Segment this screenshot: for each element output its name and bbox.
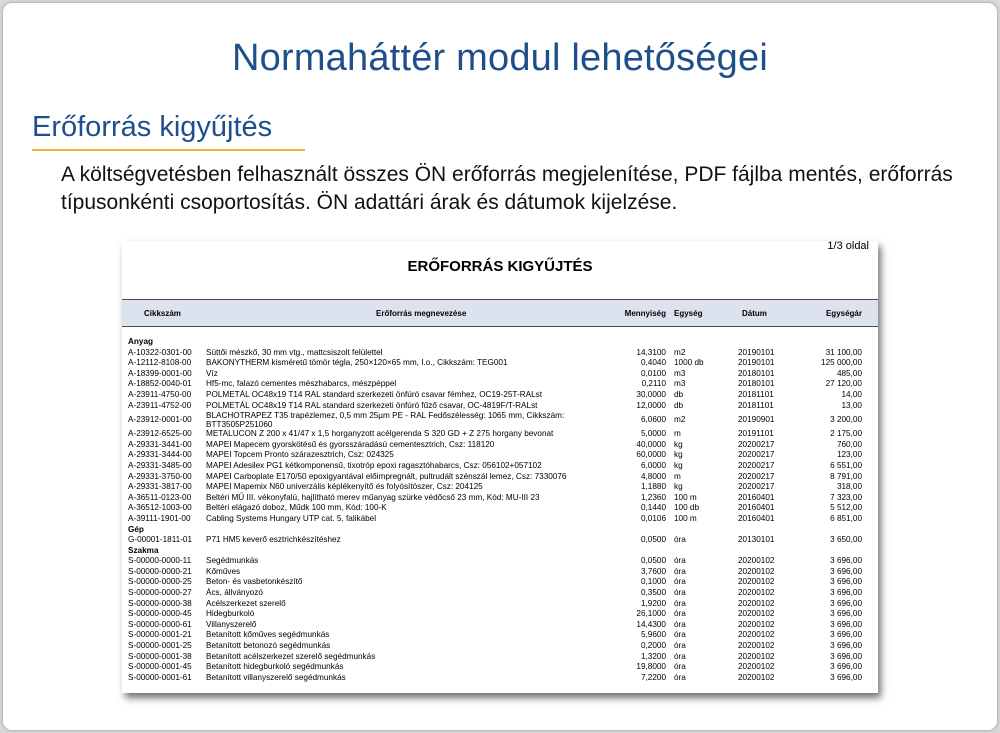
- cell-code: S-00000-0000-21: [128, 566, 192, 576]
- cell-price: 5 512,00: [830, 503, 862, 513]
- table-row: [122, 535, 878, 546]
- cell-unit: db: [674, 389, 684, 399]
- cell-date: 20200102: [738, 556, 775, 566]
- table-row: [122, 493, 878, 504]
- cell-unit: m3: [674, 368, 686, 378]
- cell-quantity: 0,0500: [640, 535, 666, 545]
- table-row: [122, 673, 878, 684]
- table-row: [122, 450, 878, 461]
- table-row: [122, 401, 878, 412]
- cell-name: Beltéri MŰ III. vékonyfalú, hajlítható merev műanyag szürke védőcső 23 mm, Kód: MU-III 23: [206, 492, 540, 502]
- cell-code: S-00000-0000-11: [128, 556, 192, 566]
- table-row: [122, 620, 878, 631]
- header-egysegar: Egységár: [825, 309, 862, 318]
- cell-quantity: 14,3100: [636, 347, 666, 357]
- table-header: [122, 299, 878, 327]
- cell-unit: m3: [674, 379, 686, 389]
- cell-name: Kőműves: [206, 566, 241, 576]
- cell-price: 318,00: [836, 482, 862, 492]
- cell-code: S-00000-0000-61: [128, 619, 192, 629]
- cell-quantity: 5,9600: [640, 630, 666, 640]
- cell-date: 20200217: [738, 471, 775, 481]
- cell-date: 20200102: [738, 566, 775, 576]
- cell-quantity: 1,9200: [640, 598, 666, 608]
- cell-price: 3 696,00: [830, 566, 862, 576]
- table-row: [122, 567, 878, 578]
- cell-name: Beton- és vasbetonkészítő: [206, 577, 303, 587]
- table-row: [122, 556, 878, 567]
- cell-price: 3 696,00: [830, 672, 862, 682]
- cell-unit: óra: [674, 609, 686, 619]
- cell-unit: 100 db: [674, 503, 700, 513]
- cell-quantity: 7,2200: [640, 672, 666, 682]
- cell-quantity: 0,0106: [640, 513, 666, 523]
- cell-name: Villanyszerelő: [206, 619, 257, 629]
- cell-price: 3 696,00: [830, 619, 862, 629]
- cell-date: 20190101: [738, 347, 775, 357]
- cell-date: 20200102: [738, 651, 775, 661]
- cell-code: A-29331-3441-00: [128, 439, 192, 449]
- cell-name: Segédmunkás: [206, 556, 259, 566]
- table-row: [122, 641, 878, 652]
- cell-price: 3 650,00: [830, 535, 862, 545]
- cell-code: A-12112-8108-00: [128, 358, 192, 368]
- cell-price: 760,00: [836, 439, 862, 449]
- cell-code: S-00000-0001-61: [128, 672, 192, 682]
- table-row: [122, 472, 878, 483]
- group-heading: Szakma: [128, 545, 159, 555]
- cell-quantity: 40,0000: [636, 439, 666, 449]
- cell-price: 3 696,00: [830, 556, 862, 566]
- table-row: [122, 379, 878, 390]
- group-heading: Gép: [128, 524, 144, 534]
- table-row: [122, 390, 878, 401]
- cell-date: 20200102: [738, 641, 775, 651]
- cell-name: MAPEI Mapecem gyorskötésű és gyorsszáradású cementesztrich, Csz: 118120: [206, 439, 495, 449]
- cell-name: Betanított betonozó segédmunkás: [206, 641, 331, 651]
- cell-name: MAPEI Mapemix N60 univerzális képlékenyítő és folyósítószer, Csz: 204125: [206, 482, 483, 492]
- cell-price: 14,00: [841, 389, 862, 399]
- cell-date: 20200102: [738, 630, 775, 640]
- table-row: [122, 588, 878, 599]
- cell-name: MAPEI Topcem Pronto szárazesztrich, Csz: 024325: [206, 450, 394, 460]
- cell-price: 8 791,00: [830, 471, 862, 481]
- table-body: [122, 337, 878, 683]
- table-row: [122, 652, 878, 663]
- cell-name: Hf5-mc, falazó cementes mészhabarcs, mészpéppel: [206, 379, 397, 389]
- document-title: ERŐFORRÁS KIGYŰJTÉS: [407, 258, 593, 275]
- cell-quantity: 26,1000: [636, 609, 666, 619]
- cell-name: Beltéri elágazó doboz, Műdk 100 mm, Kód: 100-K: [206, 503, 387, 513]
- cell-unit: kg: [674, 482, 683, 492]
- cell-price: 3 200,00: [830, 415, 862, 425]
- table-row: [122, 440, 878, 451]
- cell-quantity: 0,4040: [640, 358, 666, 368]
- cell-name: Betanított villanyszerelő segédmunkás: [206, 672, 346, 682]
- cell-price: 3 696,00: [830, 651, 862, 661]
- cell-quantity: 60,0000: [636, 450, 666, 460]
- table-row: [122, 514, 878, 525]
- cell-price: 6 551,00: [830, 460, 862, 470]
- cell-code: A-23911-4752-00: [128, 400, 192, 410]
- cell-code: A-29331-3444-00: [128, 450, 192, 460]
- cell-date: 20200217: [738, 450, 775, 460]
- cell-unit: 1000 db: [674, 358, 704, 368]
- cell-price: 2 175,00: [830, 429, 862, 439]
- document-page: [122, 241, 878, 693]
- cell-price: 3 696,00: [830, 588, 862, 598]
- table-row: [122, 609, 878, 620]
- cell-unit: db: [674, 400, 684, 410]
- cell-name: Betanított kőműves segédmunkás: [206, 630, 330, 640]
- cell-price: 13,00: [841, 400, 862, 410]
- cell-code: A-18852-0040-01: [128, 379, 192, 389]
- cell-date: 20200102: [738, 598, 775, 608]
- table-row: [122, 369, 878, 380]
- cell-unit: óra: [674, 598, 686, 608]
- cell-code: A-10322-0301-00: [128, 347, 192, 357]
- cell-unit: m2: [674, 347, 686, 357]
- cell-date: 20200217: [738, 439, 775, 449]
- cell-quantity: 14,4300: [636, 619, 666, 629]
- cell-unit: óra: [674, 641, 686, 651]
- table-row: [122, 503, 878, 514]
- cell-unit: m: [674, 471, 681, 481]
- cell-name: METALUCON Z 200 x 41/47 x 1,5 horganyzott acélgerenda S 320 GD + Z 275 horgany bevonat: [206, 429, 554, 439]
- cell-price: 3 696,00: [830, 662, 862, 672]
- table-row: [122, 599, 878, 610]
- section-underline: [32, 149, 305, 151]
- slide: [2, 2, 998, 731]
- cell-date: 20160401: [738, 503, 775, 513]
- cell-code: A-36512-1003-00: [128, 503, 192, 513]
- cell-code: S-00000-0000-45: [128, 609, 192, 619]
- cell-unit: óra: [674, 630, 686, 640]
- cell-code: A-18399-0001-00: [128, 368, 192, 378]
- cell-name: Süttői mészkő, 30 mm vtg., mattcsiszolt felülettel: [206, 347, 383, 357]
- cell-quantity: 0,2110: [641, 379, 666, 389]
- cell-date: 20200102: [738, 588, 775, 598]
- table-row: [122, 577, 878, 588]
- cell-code: S-00000-0000-25: [128, 577, 192, 587]
- cell-code: A-23912-0001-00: [128, 415, 192, 425]
- header-egyseg: Egység: [674, 309, 703, 318]
- slide-description: A költségvetésben felhasznált összes ÖN erőforrás megjelenítése, PDF fájlba mentés, erőforrás típusonkénti csoportosítás. ÖN adattári árak és dátumok kijelzése.: [61, 163, 953, 214]
- cell-quantity: 19,8000: [636, 662, 666, 672]
- cell-quantity: 0,0100: [640, 368, 666, 378]
- cell-unit: kg: [674, 450, 683, 460]
- cell-code: S-00000-0000-27: [128, 588, 192, 598]
- cell-name: Ács, állványozó: [206, 588, 263, 598]
- cell-unit: m: [674, 429, 681, 439]
- cell-unit: óra: [674, 672, 686, 682]
- cell-date: 20200102: [738, 577, 775, 587]
- cell-date: 20200102: [738, 662, 775, 672]
- cell-quantity: 1,1880: [640, 482, 666, 492]
- cell-date: 20190101: [738, 358, 775, 368]
- cell-date: 20200102: [738, 619, 775, 629]
- header-mennyiseg: Mennyiség: [624, 309, 666, 318]
- cell-quantity: 4,8000: [640, 471, 666, 481]
- cell-date: 20160401: [738, 513, 775, 523]
- cell-name: POLMETÁL OC48x19 T14 RAL standard szerkezeti önfúró fűző csavar, OC-4819F/T-RALst: [206, 400, 538, 410]
- cell-unit: óra: [674, 662, 686, 672]
- cell-code: A-36511-0123-00: [128, 492, 192, 502]
- cell-unit: 100 m: [674, 492, 697, 502]
- cell-quantity: 1,3200: [640, 651, 666, 661]
- cell-code: A-39111-1901-00: [128, 513, 191, 523]
- cell-date: 20191101: [738, 429, 774, 439]
- cell-name: MAPEI Carboplate E170/50 epoxigyantával előimpregnált, pultrudált szénszál lemez, Csz: 7330076: [206, 471, 567, 481]
- cell-quantity: 0,3500: [640, 588, 666, 598]
- table-row: [122, 630, 878, 641]
- cell-unit: m2: [674, 415, 686, 425]
- cell-price: 125 000,00: [821, 358, 862, 368]
- cell-unit: kg: [674, 460, 683, 470]
- cell-name: Cabling Systems Hungary UTP cat. 5. falikábel: [206, 513, 377, 523]
- cell-price: 7 323,00: [830, 492, 862, 502]
- cell-name: Betanított hidegburkoló segédmunkás: [206, 662, 344, 672]
- cell-quantity: 0,0500: [640, 556, 666, 566]
- cell-date: 20180101: [738, 379, 775, 389]
- cell-unit: óra: [674, 556, 686, 566]
- cell-code: A-29331-3485-00: [128, 460, 192, 470]
- cell-unit: óra: [674, 619, 686, 629]
- header-megnevezes: Erőforrás megnevezése: [376, 309, 467, 318]
- cell-name: Víz: [206, 368, 218, 378]
- cell-name: Hidegburkoló: [206, 609, 255, 619]
- cell-unit: óra: [674, 577, 686, 587]
- header-cikkszam: Cikkszám: [144, 309, 181, 318]
- cell-date: 20200217: [738, 460, 775, 470]
- cell-code: S-00000-0001-25: [128, 641, 192, 651]
- cell-date: 20200217: [738, 482, 775, 492]
- section-title: Erőforrás kigyűjtés: [32, 111, 273, 143]
- cell-price: 3 696,00: [830, 598, 862, 608]
- cell-quantity: 5,0000: [640, 429, 666, 439]
- cell-code: S-00000-0001-21: [128, 630, 192, 640]
- cell-date: 20200102: [738, 609, 775, 619]
- cell-code: A-29331-3817-00: [128, 482, 192, 492]
- cell-price: 3 696,00: [830, 609, 862, 619]
- group-heading: Anyag: [128, 337, 154, 346]
- cell-code: A-23912-6525-00: [128, 429, 192, 439]
- cell-code: G-00001-1811-01: [128, 535, 193, 545]
- cell-code: S-00000-0001-45: [128, 662, 192, 672]
- cell-quantity: 0,1440: [640, 503, 666, 513]
- cell-code: S-00000-0000-38: [128, 598, 192, 608]
- cell-quantity: 3,7600: [640, 566, 666, 576]
- cell-date: 20181101: [738, 389, 774, 399]
- cell-name: BAKONYTHERM kisméretű tömör tégla, 250×120×65 mm, I.o., Cikkszám: TEG001: [206, 358, 508, 368]
- cell-date: 20181101: [738, 400, 774, 410]
- cell-quantity: 1,2360: [640, 492, 666, 502]
- cell-unit: óra: [674, 651, 686, 661]
- table-row: [122, 461, 878, 472]
- cell-unit: kg: [674, 439, 683, 449]
- header-datum: Dátum: [742, 309, 767, 318]
- cell-name: Acélszerkezet szerelő: [206, 598, 286, 608]
- cell-name: BLACHOTRAPEZ T35 trapézlemez, 0,5 mm 25µm PE - RAL Fedőszélesség: 1065 mm, Cikkszám: BTT3505P251060: [206, 411, 565, 430]
- cell-name: P71 HM5 keverő esztrichkészítéshez: [206, 535, 341, 545]
- cell-code: A-23911-4750-00: [128, 389, 192, 399]
- table-row: [122, 348, 878, 359]
- cell-price: 485,00: [836, 368, 862, 378]
- cell-date: 20180101: [738, 368, 775, 378]
- cell-name: POLMETÁL OC48x19 T14 RAL standard szerkezeti önfúró csavar fémhez, OC19-25T-RALst: [206, 389, 542, 399]
- cell-price: 6 851,00: [830, 513, 862, 523]
- table-row: [122, 358, 878, 369]
- cell-quantity: 6,0600: [640, 415, 666, 425]
- cell-price: 123,00: [836, 450, 862, 460]
- cell-date: 20200102: [738, 672, 775, 682]
- cell-unit: óra: [674, 588, 686, 598]
- cell-quantity: 0,1000: [640, 577, 666, 587]
- cell-name: Betanított acélszerkezet szerelő segédmunkás: [206, 651, 376, 661]
- cell-quantity: 6,0000: [640, 460, 666, 470]
- cell-quantity: 12,0000: [636, 400, 666, 410]
- cell-price: 31 100,00: [825, 347, 862, 357]
- cell-price: 3 696,00: [830, 577, 862, 587]
- slide-title: Normaháttér modul lehetőségei: [232, 37, 768, 79]
- cell-price: 3 696,00: [830, 630, 862, 640]
- cell-price: 3 696,00: [830, 641, 862, 651]
- table-row: [122, 429, 878, 440]
- cell-name: MAPEI Adesilex PG1 kétkomponensű, tixotróp epoxi ragasztóhabarcs, Csz: 056102+057102: [206, 460, 542, 470]
- cell-quantity: 30,0000: [636, 389, 666, 399]
- table-row: [122, 482, 878, 493]
- cell-date: 20160401: [738, 492, 775, 502]
- cell-code: A-29331-3750-00: [128, 471, 192, 481]
- cell-code: S-00000-0001-38: [128, 651, 192, 661]
- cell-quantity: 0,2000: [640, 641, 666, 651]
- cell-date: 20190901: [738, 415, 775, 425]
- page-number: 1/3 oldal: [827, 240, 869, 252]
- cell-unit: óra: [674, 566, 686, 576]
- table-row: [122, 411, 878, 429]
- table-row: [122, 662, 878, 673]
- cell-price: 27 120,00: [825, 379, 862, 389]
- cell-unit: 100 m: [674, 513, 697, 523]
- cell-unit: óra: [674, 535, 686, 545]
- cell-date: 20130101: [738, 535, 775, 545]
